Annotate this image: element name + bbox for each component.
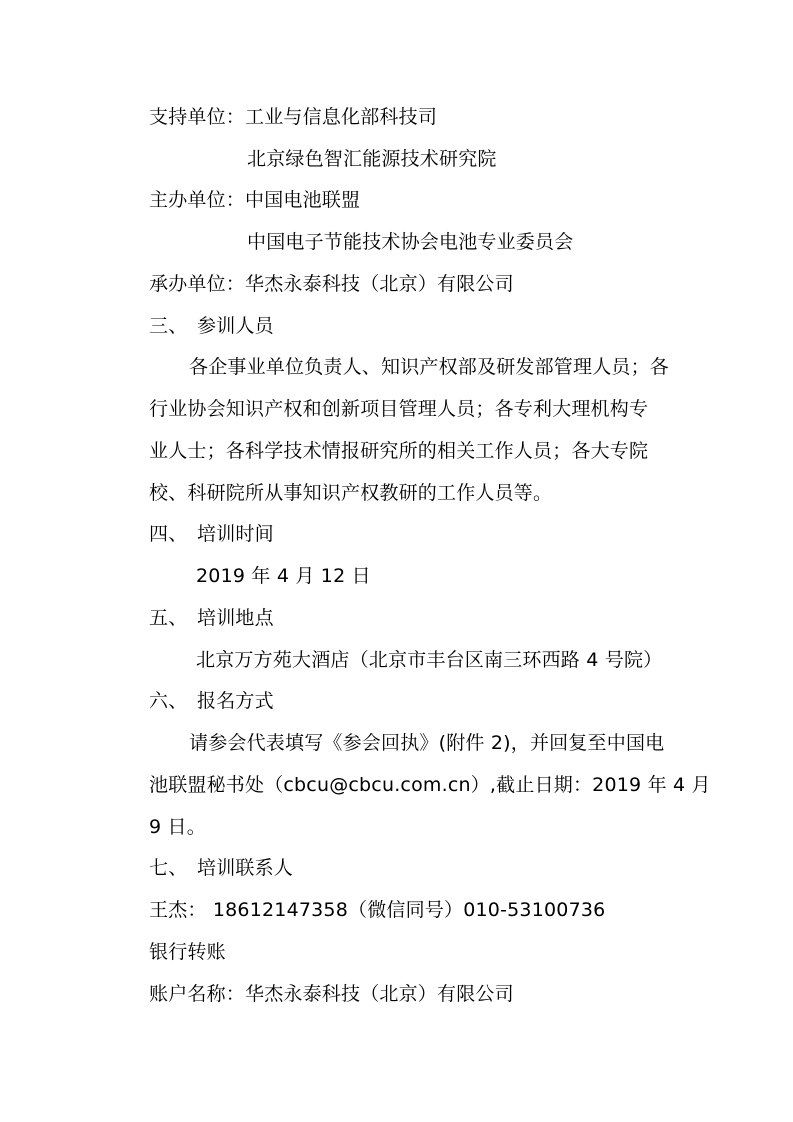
section3-heading — [149, 313, 274, 339]
section3-paragraph-line: 校、科研院所从事知识产权教研的工作人员等。 — [149, 482, 553, 504]
section3-paragraph-line: 各企事业单位负责人、知识产权部及研发部管理人员；各 — [189, 356, 670, 378]
host-unit-label: 主办单位： — [149, 189, 246, 211]
support-unit-label: 支持单位： — [149, 106, 246, 128]
section4-heading — [149, 521, 274, 547]
bank-transfer-title: 银行转账 — [149, 941, 226, 963]
section4-title: 培训时间 — [197, 523, 274, 545]
section5-title: 培训地点 — [197, 607, 274, 629]
section6-paragraph-line: 9 日。 — [149, 816, 206, 838]
support-unit-line — [149, 104, 437, 130]
host-unit-org2: 中国电子节能技术协会电池专业委员会 — [247, 231, 574, 253]
host-unit-line — [149, 187, 360, 213]
organizer-unit-label: 承办单位： — [149, 273, 246, 295]
section6-number: 六、 — [149, 690, 188, 712]
section5-number: 五、 — [149, 607, 188, 629]
section3-title: 参训人员 — [197, 315, 274, 337]
section3-paragraph-line: 业人士；各科学技术情报研究所的相关工作人员；各大专院 — [149, 440, 649, 462]
section7-number: 七、 — [149, 857, 188, 879]
account-name: 账户名称：华杰永泰科技（北京）有限公司 — [149, 983, 514, 1005]
training-venue: 北京万方苑大酒店（北京市丰台区南三环西路 4 号院） — [196, 649, 663, 671]
section6-title: 报名方式 — [197, 690, 274, 712]
section5-heading — [149, 605, 274, 631]
host-unit-org1: 中国电池联盟 — [245, 189, 361, 211]
section7-heading — [149, 855, 293, 881]
section6-paragraph-line: 池联盟秘书处（cbcu@cbcu.com.cn）,截止日期：2019 年 4 月 — [149, 774, 711, 796]
organizer-unit-line — [149, 271, 514, 297]
support-unit-org1: 工业与信息化部科技司 — [245, 106, 438, 128]
contact-person: 王杰： 18612147358（微信同号）010-53100736 — [149, 899, 606, 921]
section3-paragraph-line: 行业协会知识产权和创新项目管理人员；各专利大理机构专 — [149, 398, 649, 420]
organizer-unit-org1: 华杰永泰科技（北京）有限公司 — [245, 273, 514, 295]
section6-heading — [149, 688, 274, 714]
training-date: 2019 年 4 月 12 日 — [196, 565, 371, 587]
section7-title: 培训联系人 — [197, 857, 294, 879]
section4-number: 四、 — [149, 523, 188, 545]
section3-number: 三、 — [149, 315, 188, 337]
support-unit-org2: 北京绿色智汇能源技术研究院 — [247, 148, 497, 170]
section6-paragraph-line: 请参会代表填写《参会回执》(附件 2)，并回复至中国电 — [189, 732, 665, 754]
